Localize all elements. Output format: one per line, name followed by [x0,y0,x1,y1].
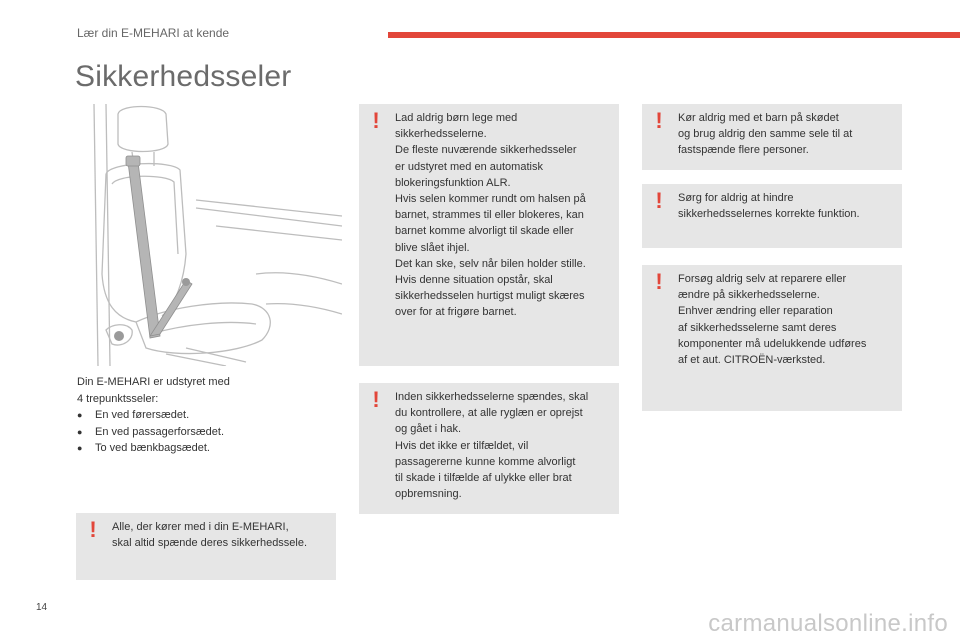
header-section-title: Lær din E-MEHARI at kende [77,26,230,40]
warning-box-child-on-lap [642,104,902,170]
exclamation-icon: ! [655,269,663,294]
exclamation-icon: ! [89,517,97,542]
warning-text: Alle, der kører med i din E-MEHARI, skal altid spænde deres sikkerhedssele. [112,521,308,550]
intro-text [77,374,317,457]
warning-text: Lad aldrig børn lege med sikkerhedsselerne. De fleste nuværende sikkerhedsseler er udstyret med en automatisk blokeringsfunktion ALR. Hvis selen kommer rundt om halsen på barnet, strammes til eller blokeres, kan barnet komme alvorligt til skade eller blive slået ihjel. Det kan ske, selv når bilen holder stille. Hvis denne situation opstår, skal sikkerhedsselen hurtigst muligt skæres over for at frigøre barnet. [395,112,586,319]
warning-box-children [359,104,619,366]
seat-with-seatbelt-illustration [76,104,342,366]
page-number: 14 [36,602,48,613]
warning-text: Forsøg aldrig selv at reparere eller ændre på sikkerhedsselerne. Enhver ændring eller reparation af sikkerhedsselerne samt deres komponenter må udelukkende udføres af et aut. CITROËN-værksted. [678,273,867,367]
intro-description: Din E-MEHARI er udstyret med 4 trepunktsseler: [77,376,230,405]
watermark: carmanualsonline.info [708,610,948,637]
warning-box-do-not-obstruct [642,184,902,248]
exclamation-icon: ! [372,108,380,133]
warning-text: Sørg for aldrig at hindre sikkerhedsselernes korrekte funktion. [678,192,860,221]
page-title: Sikkerhedsseler [75,60,292,93]
header-accent-bar [388,32,960,38]
warning-box-backrests [359,383,619,514]
list-item: ● En ved førersædet. [77,407,317,424]
exclamation-icon: ! [655,108,663,133]
warning-text: Inden sikkerhedsselerne spændes, skal du kontrollere, at alle ryglæn er oprejst og gået i hak. Hvis det ikke er tilfældet, vil passagererne kunne komme alvorligt til skade i tilfælde af ulykke eller brat opbremsning. [395,391,589,501]
exclamation-icon: ! [655,188,663,213]
list-item: ● En ved passagerforsædet. [77,424,317,441]
list-item: ● To ved bænkbagsædet. [77,440,317,457]
warning-box-no-repair [642,265,902,411]
seat-list [77,407,317,457]
warning-text: Kør aldrig med et barn på skødet og brug aldrig den samme sele til at fastspænde flere personer. [678,112,853,157]
exclamation-icon: ! [372,387,380,412]
warning-box-always-buckle [76,513,336,580]
